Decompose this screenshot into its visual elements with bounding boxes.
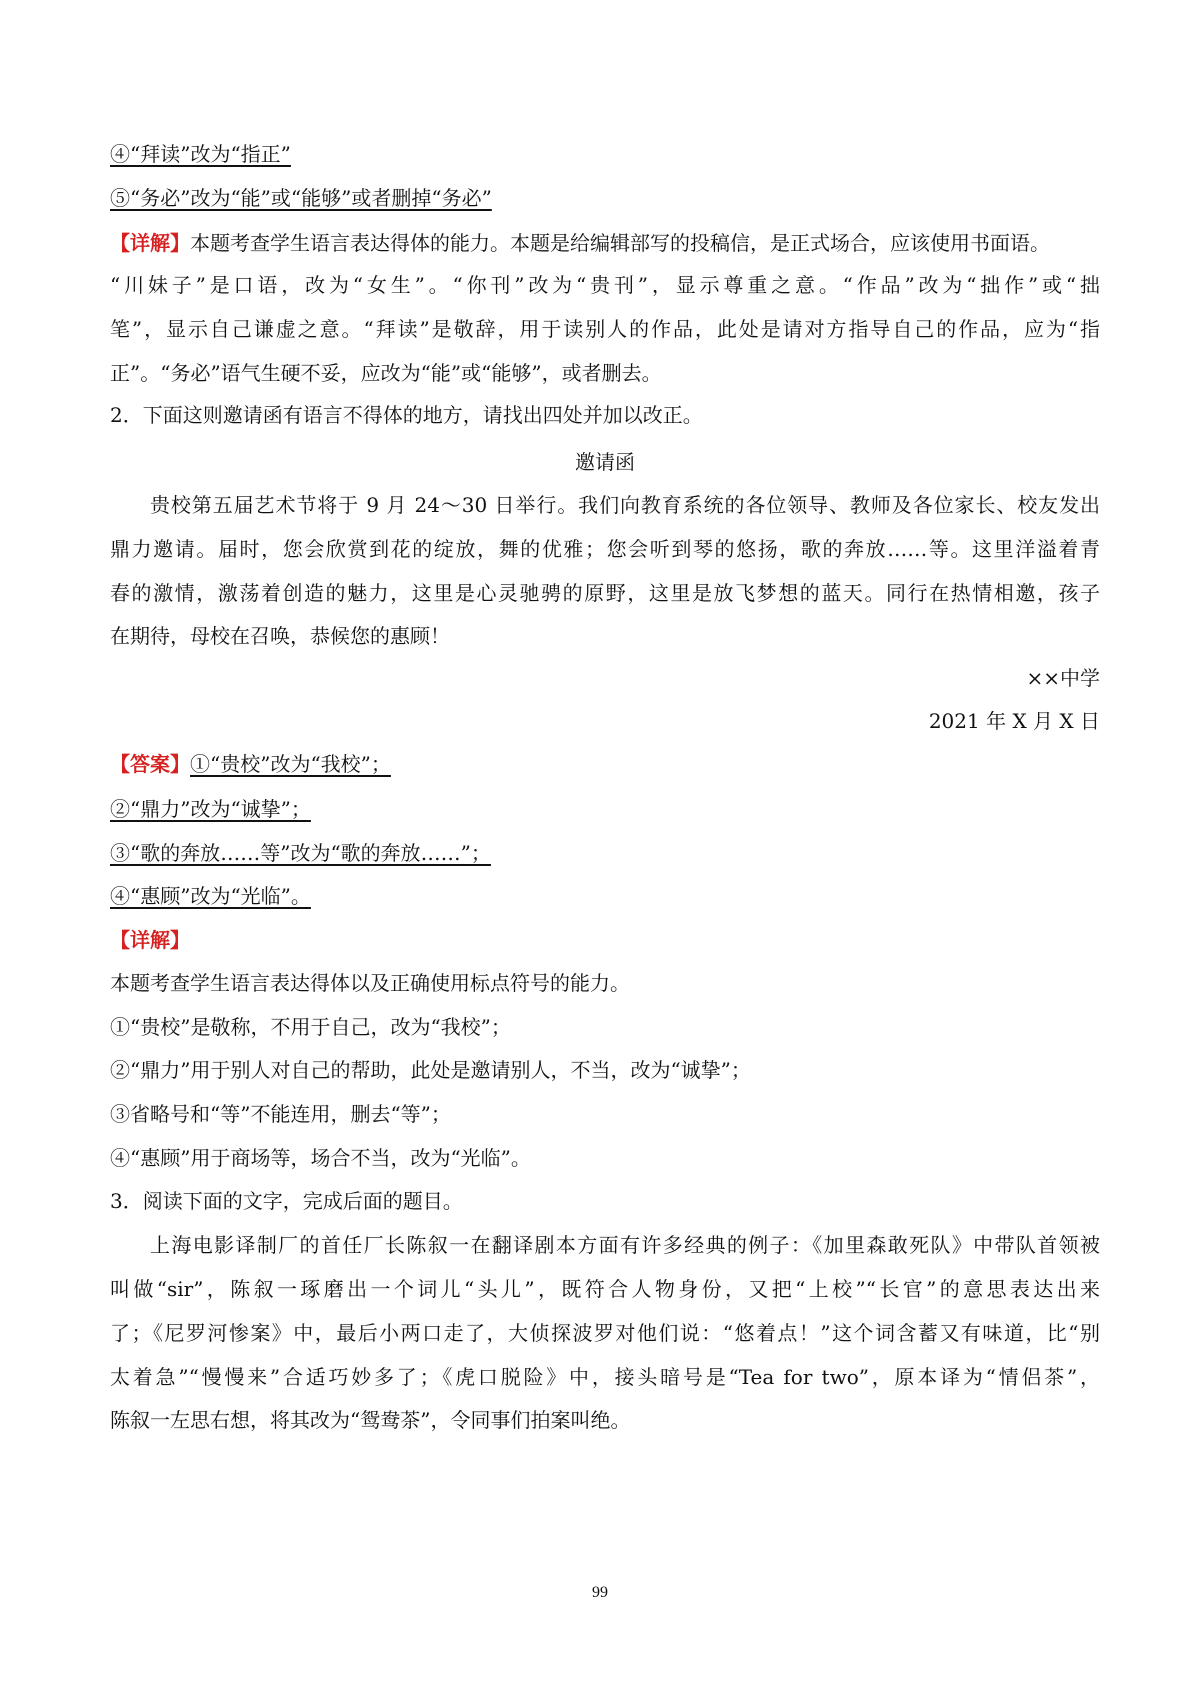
detail-2-line: ①“贵校”是敬称，不用于自己，改为“我校”； (110, 1015, 511, 1039)
detail-label: 【详解】 (110, 231, 190, 255)
detail-2-line: ④“惠顾”用于商场等，场合不当，改为“光临”。 (110, 1146, 531, 1170)
detail-2-line: ②“鼎力”用于别人对自己的帮助，此处是邀请别人，不当，改为“诚挚”； (110, 1058, 751, 1082)
answer-line-1 (110, 750, 391, 778)
passage-line: 上海电影译制厂的首任厂长陈叙一在翻译剧本方面有许多经典的例子：《加里森敢死队》中带队首领被 (150, 1233, 1100, 1257)
detail-2-line: 本题考查学生语言表达得体以及正确使用标点符号的能力。 (110, 971, 630, 995)
page-number: 99 (592, 1584, 608, 1601)
detail-1-text: 本题考查学生语言表达得体的能力。本题是给编辑部写的投稿信，是正式场合，应该使用书面语。 (190, 231, 1050, 255)
passage-line: 陈叙一左思右想，将其改为“鸳鸯茶”，令同事们拍案叫绝。 (110, 1408, 631, 1432)
detail-1-line: “川妹子”是口语，改为“女生”。“你刊”改为“贵刊”，显示尊重之意。“作品”改为“拙作”或“拙 (110, 273, 1100, 297)
passage-line: 叫做“sir”，陈叙一琢磨出一个词儿“头儿”，既符合人物身份，又把“上校”“长官”的意思表达出来 (110, 1277, 1100, 1301)
answer-item: ③“歌的奔放……等”改为“歌的奔放……”； (110, 841, 491, 865)
letter-line: 鼎力邀请。届时，您会欣赏到花的绽放，舞的优雅；您会听到琴的悠扬，歌的奔放……等。这里洋溢着青 (110, 537, 1100, 561)
letter-line: 春的激情，激荡着创造的魅力，这里是心灵驰骋的原野，这里是放飞梦想的蓝天。同行在热情相邀，孩子 (110, 581, 1100, 605)
question-3: 3．阅读下面的文字，完成后面的题目。 (110, 1189, 463, 1213)
detail-1-line: 笔”，显示自己谦虚之意。“拜读”是敬辞，用于读别人的作品，此处是请对方指导自己的作品，应为“指 (110, 317, 1100, 341)
answer-item-4: ④“拜读”改为“指正” (110, 142, 291, 166)
letter-title: 邀请函 (575, 450, 635, 474)
answer-item: ②“鼎力”改为“诚挚”； (110, 797, 311, 821)
detail-2-line: ③省略号和“等”不能连用，删去“等”； (110, 1102, 451, 1126)
answer-item-5: ⑤“务必”改为“能”或“能够”或者删掉“务必” (110, 186, 492, 210)
letter-line: 在期待，母校在召唤，恭候您的惠顾！ (110, 624, 450, 648)
passage-line: 太着急”“慢慢来”合适巧妙多了；《虎口脱险》中，接头暗号是“Tea for two”，原本译为“情侣茶”， (110, 1365, 1100, 1389)
detail-1-line: 正”。“务必”语气生硬不妥，应改为“能”或“能够”，或者删去。 (110, 361, 662, 385)
letter-line: 贵校第五届艺术节将于 9 月 24～30 日举行。我们向教育系统的各位领导、教师及各位家长、校友发出 (150, 493, 1100, 517)
letter-signature: ××中学 (1026, 666, 1100, 690)
detail-label: 【详解】 (110, 928, 190, 952)
passage-line: 了；《尼罗河惨案》中，最后小两口走了，大侦探波罗对他们说：“悠着点！”这个词含蓄又有味道，比“别 (110, 1321, 1100, 1345)
answer-item: ①“贵校”改为“我校”； (190, 752, 391, 776)
answer-label: 【答案】 (110, 752, 190, 776)
answer-item: ④“惠顾”改为“光临”。 (110, 884, 311, 908)
letter-date: 2021 年 X 月 X 日 (928, 709, 1100, 733)
question-2: 2．下面这则邀请函有语言不得体的地方，请找出四处并加以改正。 (110, 403, 703, 427)
detail-1-first-line (110, 229, 1050, 257)
